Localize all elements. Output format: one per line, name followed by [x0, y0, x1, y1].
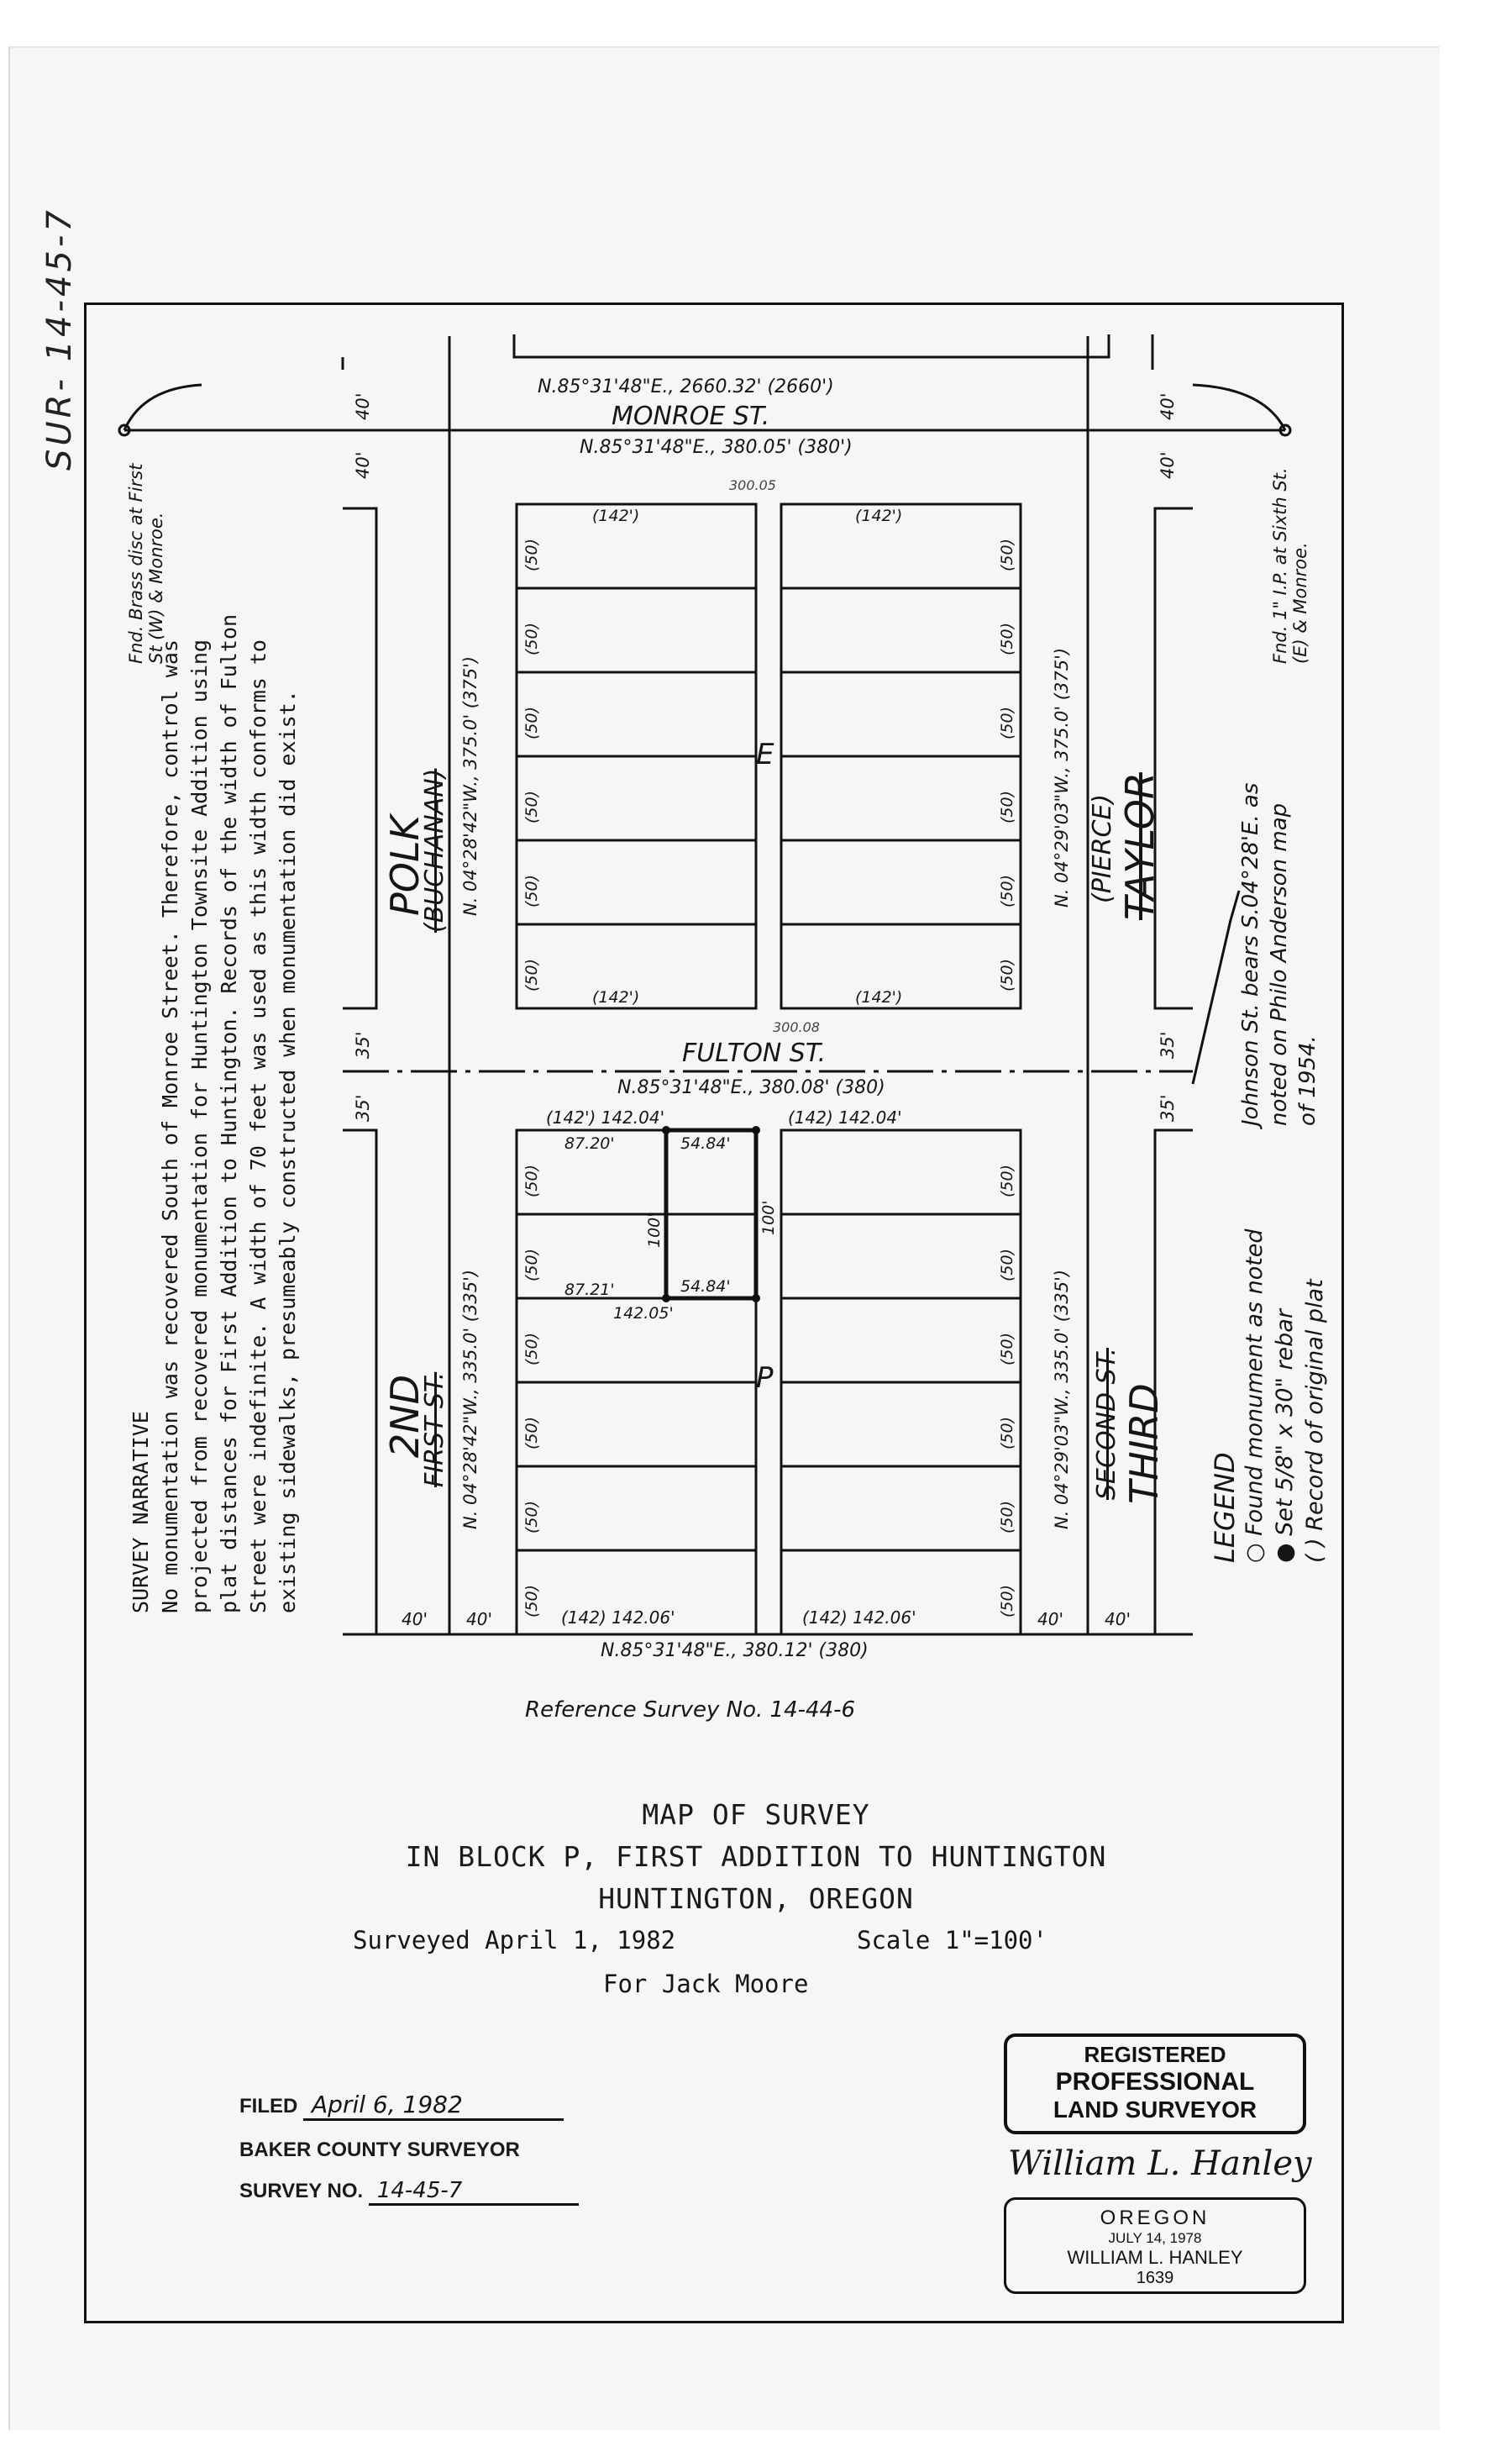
dimension-label: 300.05	[729, 477, 776, 493]
lot-width-label: (50)	[522, 622, 541, 655]
survey-narrative	[126, 614, 302, 1613]
block-label-e: E	[756, 738, 774, 771]
lot-width-label: (50)	[998, 1164, 1016, 1197]
title-line-2: IN BLOCK P, FIRST ADDITION TO HUNTINGTON	[405, 1840, 1107, 1873]
parcel-dim: 54.84'	[680, 1277, 731, 1296]
parcel-dim: 87.21'	[564, 1281, 615, 1299]
seal-name: WILLIAM L. HANLEY	[1067, 2247, 1243, 2268]
stamp-line: REGISTERED	[1084, 2042, 1226, 2067]
street-buchanan: (BUCHANAN)	[420, 768, 449, 933]
title-line-1: MAP OF SURVEY	[642, 1798, 870, 1831]
width-label: 40'	[1105, 1609, 1131, 1629]
width-label: 40'	[1158, 392, 1178, 420]
narrative-line: projected from recovered monumentation for Huntington Townsite Addition using	[187, 639, 212, 1613]
narrative-line: No monumentation was recovered South of Monroe Street. Therefore, control was	[158, 639, 182, 1613]
street-2nd: 2ND	[382, 1374, 428, 1458]
parcel-dim: 100'	[645, 1213, 664, 1248]
width-label: 40'	[1037, 1609, 1063, 1629]
street-third: THIRD	[1121, 1383, 1167, 1504]
legend-item: ○ Found monument as noted	[1242, 1228, 1268, 1563]
lot-width-label: (50)	[522, 538, 541, 571]
lot-width-label: (50)	[522, 1584, 541, 1618]
lot-width-label: (50)	[998, 1500, 1016, 1534]
lot-width-label: (50)	[998, 1584, 1016, 1618]
filed-row	[239, 2091, 564, 2121]
side-file-number: SUR- 14-45-7	[40, 207, 79, 471]
width-label: 40'	[353, 451, 373, 479]
bearing-monroe-south: N.85°31'48"E., 380.05' (380')	[580, 437, 853, 458]
bearing-fulton: N.85°31'48"E., 380.08' (380)	[617, 1077, 885, 1098]
width-label: 35'	[353, 1094, 373, 1122]
parcel-dim: 100'	[759, 1200, 778, 1235]
lot-depth-label: (142) 142.04'	[788, 1107, 902, 1128]
lot-width-label: (50)	[522, 958, 541, 992]
legend	[1210, 1228, 1331, 1563]
survey-no-label: SURVEY NO.	[239, 2180, 364, 2202]
parcel-dim: 54.84'	[680, 1134, 731, 1153]
lot-width-label: (50)	[998, 1248, 1016, 1281]
registered-stamp	[1004, 2033, 1306, 2134]
width-label: 40'	[466, 1609, 492, 1629]
lot-width-label: (50)	[998, 1332, 1016, 1365]
lot-depth-label: (142')	[855, 988, 903, 1007]
legend-title: LEGEND	[1209, 1452, 1241, 1563]
lot-width-label: (50)	[522, 1164, 541, 1197]
note-fnd-tp: Fnd. 1" I.P. at Sixth St. (E) & Monroe.	[1270, 467, 1310, 664]
lot-width-label: (50)	[522, 874, 541, 907]
lot-depth-label: (142')	[592, 507, 640, 525]
narrative-line: Street were indefinite. A width of 70 feet was used as this width conforms to	[246, 639, 270, 1613]
lot-width-label: (50)	[998, 706, 1016, 739]
street-taylor: TAYLOR	[1117, 772, 1163, 920]
lot-depth-label: (142')	[592, 988, 640, 1007]
narrative-line: existing sidewalks, presumeably constructed when monumentation did exist.	[276, 690, 300, 1613]
lot-depth-label: (142) 142.06'	[561, 1607, 675, 1628]
narrative-heading: SURVEY NARRATIVE	[129, 1411, 153, 1613]
seal-state: OREGON	[1100, 2207, 1210, 2229]
seal-date: JULY 14, 1978	[1108, 2230, 1202, 2246]
note-fnd-brass: Fnd. Brass disc at First St (W) & Monroe.	[126, 463, 166, 664]
client-label: For Jack Moore	[603, 1970, 809, 1998]
block-label-p: P	[756, 1361, 774, 1395]
lot-width-label: (50)	[522, 1332, 541, 1365]
surveyed-date: Surveyed April 1, 1982	[353, 1926, 676, 1954]
lot-width-label: (50)	[522, 1416, 541, 1449]
dimension-label: 300.08	[773, 1019, 820, 1035]
legend-item: ( ) Record of original plat	[1302, 1279, 1328, 1563]
width-label: 35'	[1158, 1031, 1178, 1059]
lot-width-label: (50)	[522, 706, 541, 739]
bearing-west-lower: N. 04°28'42"W., 335.0' (335')	[460, 1269, 480, 1529]
width-label: 40'	[1158, 451, 1178, 479]
bearing-east-upper: N. 04°29'03"W., 375.0' (375')	[1052, 647, 1072, 907]
lot-width-label: (50)	[522, 1500, 541, 1534]
street-second: SECOND ST.	[1092, 1348, 1121, 1500]
lot-width-label: (50)	[522, 1248, 541, 1281]
note-johnson: Johnson St. bears S.04°28'E. as noted on Philo Anderson map of 1954.	[1238, 782, 1320, 1126]
county-label: BAKER COUNTY SURVEYOR	[239, 2139, 520, 2161]
survey-no-value: 14-45-7	[369, 2178, 579, 2206]
street-polk: POLK	[382, 815, 428, 916]
filed-value: April 6, 1982	[303, 2091, 564, 2121]
street-pierce: (PIERCE)	[1088, 793, 1117, 903]
street-fulton: FULTON ST.	[682, 1039, 827, 1068]
lot-width-label: (50)	[998, 622, 1016, 655]
parcel-dim: 142.05'	[613, 1304, 674, 1323]
lot-depth-label: (142') 142.04'	[546, 1107, 665, 1128]
narrative-line: plat distances for First Addition to Huntington. Records of the width of Fulton	[217, 613, 241, 1613]
lot-width-label: (50)	[998, 958, 1016, 992]
bearing-east-lower: N. 04°29'03"W., 335.0' (335')	[1052, 1269, 1072, 1529]
filed-label: FILED	[239, 2095, 298, 2117]
lot-depth-label: (142) 142.06'	[802, 1607, 916, 1628]
oregon-seal	[1004, 2197, 1306, 2294]
seal-number: 1639	[1136, 2269, 1174, 2287]
width-label: 35'	[353, 1031, 373, 1059]
lot-width-label: (50)	[998, 1416, 1016, 1449]
surveyor-signature: William L. Hanley	[1008, 2144, 1312, 2183]
width-label: 40'	[402, 1609, 428, 1629]
street-first: FIRST ST.	[420, 1371, 449, 1487]
width-label: 40'	[353, 392, 373, 420]
parcel-dim: 87.20'	[564, 1134, 615, 1153]
title-line-3: HUNTINGTON, OREGON	[598, 1882, 914, 1915]
scale-label: Scale 1"=100'	[857, 1926, 1047, 1954]
stamp-line: PROFESSIONAL	[1055, 2068, 1255, 2096]
stamp-line: LAND SURVEYOR	[1053, 2096, 1257, 2123]
width-label: 35'	[1158, 1094, 1178, 1122]
bearing-monroe-north: N.85°31'48"E., 2660.32' (2660')	[538, 376, 834, 397]
reference-survey: Reference Survey No. 14-44-6	[525, 1697, 855, 1723]
lot-width-label: (50)	[522, 790, 541, 823]
lot-depth-label: (142')	[855, 507, 903, 525]
legend-item: ● Set 5/8" x 30" rebar	[1272, 1309, 1298, 1563]
bearing-west-upper: N. 04°28'42"W., 375.0' (375')	[460, 655, 480, 916]
street-monroe: MONROE ST.	[612, 402, 770, 431]
lot-width-label: (50)	[998, 538, 1016, 571]
lot-width-label: (50)	[998, 790, 1016, 823]
bearing-bottom: N.85°31'48"E., 380.12' (380)	[601, 1640, 869, 1661]
survey-no-row	[239, 2178, 579, 2206]
lot-width-label: (50)	[998, 874, 1016, 907]
